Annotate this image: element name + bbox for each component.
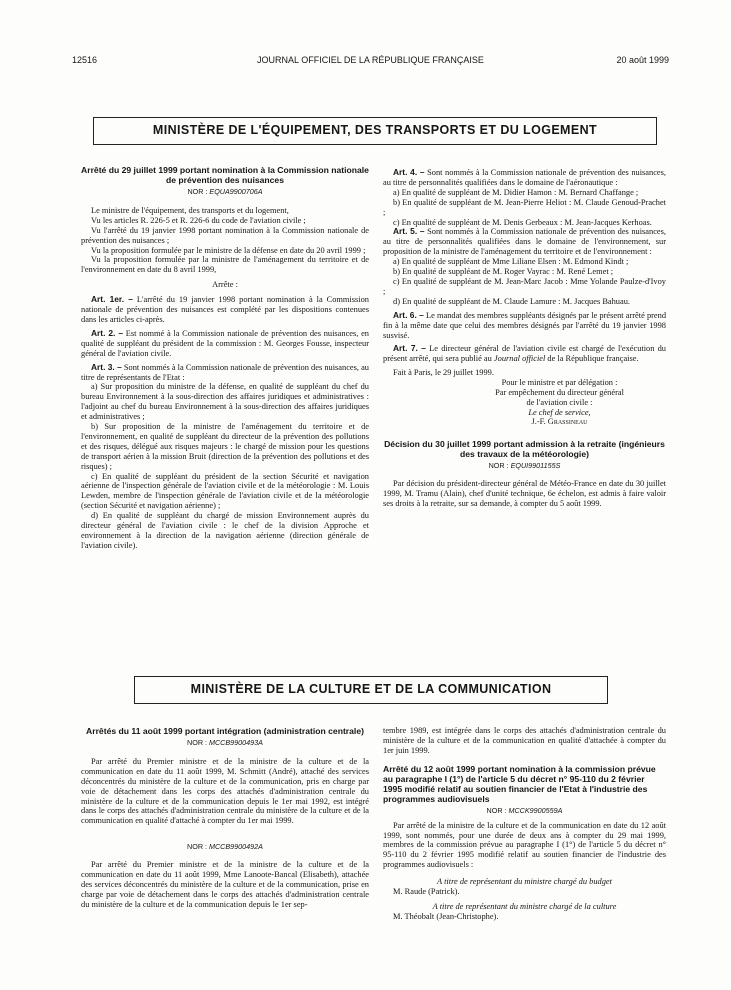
preamble-line: Vu les articles R. 226-5 et R. 226-6 du code de l'aviation civile ; — [91, 215, 306, 225]
article-3-item: d) En qualité de suppléant du chargé de mission Environnement auprès du directeur général de l'aviation civile : le chef de la division Approche et environnement à la direction de la navigation aérienne (direction générale de l'aviation civile). — [81, 511, 369, 550]
article-6: Art. 6. – Le mandat des membres suppléants désignés par le présent arrêté prend fin à la même date que celui des membres désignés par l'arrêté du 19 janvier 1998 susvisé. — [383, 309, 667, 340]
article-4-item: b) En qualité de suppléant de M. Jean-Pierre Heliot : M. Claude Genoud-Prachet ; — [383, 197, 666, 217]
decision-text: Par décision du président-directeur général de Météo-France en date du 30 juillet 1999, M. Tramu (Alain), chef d'unité technique, 6e échelon, est admis à faire valoir ses droits à la retraite, sur sa demande, à compter du 5 août 1999. — [383, 479, 666, 508]
signature-role: Le chef de service, — [528, 407, 591, 417]
nomination-right-column — [383, 726, 666, 922]
decree-left-column — [81, 165, 369, 551]
article-4-item: a) En qualité de suppléant de M. Didier Hamon : M. Bernard Chaffange ; — [393, 187, 639, 197]
article-2: Art. 2. – Est nommé à la Commission nationale de prévention des nuisances, en qualité de suppléant du président de la commission : M. Georges Fousse, inspecteur général de l'aviation civile. — [81, 327, 369, 358]
integration-text-1: Par arrêté du Premier ministre et de la ministre de la culture et de la communication en date du 11 août 1999, M. Schmitt (André), attaché des services déconcentrés du ministère de la culture et de la communication, pris en charge par voie de détachement dans les corps des attachés d'administration centrale du ministère de la culture et de la communication depuis le 1er mai 1992, est intégré dans le corps des attachés d'administration centrale du ministère de la culture et de la communication en qualité d'attaché à compter du 1er mai 1999. — [81, 756, 369, 826]
ministry-heading-equipement: MINISTÈRE DE L'ÉQUIPEMENT, DES TRANSPORTS ET DU LOGEMENT — [93, 117, 657, 145]
article-3-item: b) Sur proposition de la ministre de l'aménagement du territoire et de l'environnement, en qualité de suppléant du directeur de la prévention des pollutions et des risques, délégué aux risques majeurs : le chargé de mission pour les questions de transport aérien à la mission Bruit (direction de la prévention des pollutions et des risques) ; — [81, 422, 369, 471]
integration-nor-2: NOR : MCCB9900492A — [187, 842, 263, 852]
integration-nor-1: NOR : MCCB9900493A — [187, 738, 263, 747]
decision-nor: NOR : EQUI9901155S — [488, 461, 561, 471]
signature-block: Pour le ministre et par délégation : Par empêchement du directeur général de l'aviation civile : Le chef de service, J.-F. Grassineau — [383, 378, 666, 427]
article-5: Art. 5. – Sont nommés à la Commission nationale de prévention des nuisances, au titre de personnalités qualifiées dans le domaine de l'environnement, sur proposition de la ministre de l'aménagement du territoire et de l'environnement : — [383, 226, 666, 257]
decree-nor: NOR : EQUA9900706A — [187, 187, 263, 196]
integration-text-2: Par arrêté du Premier ministre et de la ministre de la culture et de la communication en date du 11 août 1999, Mme Lanoote-Bancal (Elisabeth), attachée des services déconcentrés du ministère de la culture et de la communication, prise en charge par voie de détachement dans le corps des attachés d'administration centrale du ministère de la culture et de la communication depuis le 1er sep- — [81, 860, 369, 909]
journal-officiel-ref: Journal officiel — [493, 354, 546, 364]
article-7: Art. 7. – Le directeur général de l'aviation civile est chargé de l'exécution du présent arrêté, qui sera publié au Journal officiel de la République française. — [383, 343, 666, 364]
heading-culture: A titre de représentant du ministre chargé de la culture — [432, 901, 617, 911]
decree-right-column — [383, 168, 666, 509]
preamble-line: Vu la proposition formulée par la ministre de l'aménagement du territoire et de l'environnement en date du 8 avril 1999, — [81, 255, 369, 275]
preamble-line: Vu l'arrêté du 19 janvier 1998 portant nomination à la Commission nationale de prévention des nuisances ; — [81, 225, 369, 245]
article-5-item: d) En qualité de suppléant de M. Claude Lamure : M. Jacques Bahuau. — [393, 296, 630, 306]
running-header — [72, 55, 669, 67]
article-3-item: a) Sur proposition du ministre de la défense, en qualité de suppléant du chef du bureau Environnement à la sous-direction des affaires juridiques et administratives : l'adjoint au chef du bureau Environnement à la sous-direction des affaires juridiques et administratives ; — [81, 382, 369, 422]
journal-title: JOURNAL OFFICIEL DE LA RÉPUBLIQUE FRANÇAISE — [257, 55, 484, 65]
article-1: Art. 1er. – L'arrêté du 19 janvier 1998 portant nomination à la Commission nationale de prévention des nuisances est complété par les dispositions contenues dans les articles ci-après. — [81, 294, 369, 324]
signature-name: J.-F. Grassineau — [531, 417, 588, 427]
nomination-text: Par arrêté de la ministre de la culture et de la communication en date du 12 août 1999, sont nommés, pour une durée de deux ans à compter du 29 mai 1999, membres de la commission prévue au paragraphe I (1°) de l'article 5 du décret n° 95-110 du 2 février 1995 modifié relatif au soutien financier de l'industrie des programmes audiovisuels : — [383, 820, 666, 870]
nomination-nor: NOR : MCCK9900559A — [486, 805, 563, 815]
member-budget: M. Raude (Patrick). — [393, 887, 460, 897]
decree-title: Arrêté du 29 juillet 1999 portant nomination à la Commission nationale de prévention des nuisances — [81, 165, 369, 185]
heading-budget: A titre de représentant du ministre chargé du budget — [437, 877, 612, 887]
nomination-title: Arrêté du 12 août 1999 portant nomination à la commission prévue au paragraphe I (1°) de l'article 5 du décret n° 95-110 du 2 février 1995 modifié relatif au soutien financier de l'Etat à l'industrie des programmes audiovisuels — [383, 763, 656, 804]
preamble-line: Le ministre de l'équipement, des transports et du logement, — [91, 205, 289, 215]
preamble-line: Vu la proposition formulée par le ministre de la défense en date du 20 avril 1999 ; — [91, 245, 366, 255]
issue-date: 20 août 1999 — [616, 55, 669, 65]
integration-text-2-continued: tembre 1989, est intégrée dans le corps des attachés d'administration centrale du ministère de la culture et de la communication en qualité d'attachée à compter du 1er juin 1999. — [383, 726, 666, 755]
article-5-item: b) En qualité de suppléant de M. Roger Vayrac : M. René Lemet ; — [393, 267, 614, 277]
article-4: Art. 4. – Sont nommés à la Commission nationale de prévention des nuisances, au titre de personnalités qualifiées dans le domaine de l'aéronautique : — [383, 167, 666, 187]
article-4-item: c) En qualité de suppléant de M. Denis Gerbeaux : M. Jean-Jacques Kerhoas. — [393, 217, 652, 227]
article-3-item: c) En qualité de suppléant du président de la section Sécurité et navigation aérienne de l'inspection générale de l'aviation civile et de la météorologie : M. Louis Lewden, membre de l'inspection générale de l'aviation civile et de la météorologie (section Sécurité et navigation aérienne) ; — [81, 471, 369, 511]
integration-left-column — [81, 726, 369, 910]
page-number: 12516 — [72, 55, 98, 65]
decree-nor-code: EQUA9900706A — [209, 187, 263, 196]
arrete-label: Arrête : — [212, 280, 238, 290]
member-culture: M. Théobalt (Jean-Christophe). — [393, 911, 499, 921]
ministry-heading-culture: MINISTÈRE DE LA CULTURE ET DE LA COMMUNICATION — [134, 676, 608, 704]
article-3: Art. 3. – Sont nommés à la Commission nationale de prévention des nuisances, au titre de représentants de l'Etat : — [81, 361, 369, 382]
done-at: Fait à Paris, le 29 juillet 1999. — [393, 368, 494, 378]
article-5-item: a) En qualité de suppléant de Mme Liliane Elsen : M. Edmond Kindt ; — [393, 257, 629, 267]
article-5-item: c) En qualité de suppléant de M. Jean-Marc Jacob : Mme Yolande Paulze-d'Ivoy ; — [383, 276, 666, 296]
decision-nor-code: EQUI9901155S — [510, 461, 561, 471]
decision-title: Décision du 30 juillet 1999 portant admission à la retraite (ingénieurs des travaux de la météorologie) — [384, 439, 665, 460]
integration-title: Arrêtés du 11 août 1999 portant intégration (administration centrale) — [86, 726, 364, 736]
